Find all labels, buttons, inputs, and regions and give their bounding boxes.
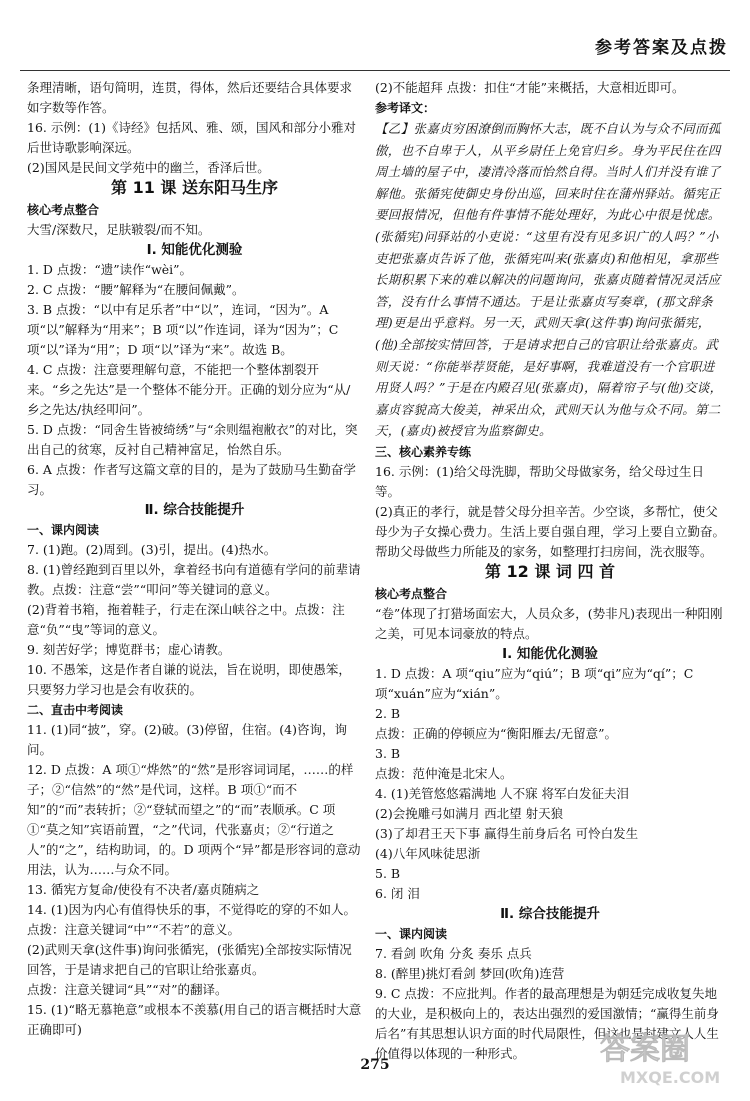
text-line: 条理清晰，语句简明，连贯，得体，然后还要结合具体要求如字数等作答。 [27, 80, 353, 115]
text-line: 点拨：正确的停顿应为“衡阳雁去/无留意”。 [375, 725, 617, 741]
text-line: 8. (醉里)挑灯看剑 梦回(吹角)连营 [375, 965, 565, 981]
text-line: 2. C 点拨：“腰”解释为“在腰间佩戴”。 [27, 282, 245, 297]
text-line: 14. (1)因为内心有值得快乐的事，不觉得吃的穿的不如人。点拨：注意关键词“中”“不若”的意义。 [27, 902, 357, 937]
subheading: 一、课内阅读 [375, 926, 448, 941]
text-line: 6. 闭 泪 [375, 885, 420, 901]
svg-text:答案圈: 答案圈 [600, 1032, 690, 1067]
text-line: (2)会挽雕弓如满月 西北望 射天狼 [375, 805, 564, 821]
text-line: 5. D 点拨：“同舍生皆被绮绣”与“余则缊袍敝衣”的对比，突出自己的贫寒，反衬自己精神富足，怡然自乐。 [27, 422, 358, 457]
subheading: 核心考点整合 [375, 586, 448, 601]
text-line: (4)八年风味徒思浙 [375, 845, 481, 861]
text-line: 12. D 点拨：A 项①“烨然”的“然”是形容词词尾，……的样子；②“信然”的“然”是代词，这样。B 项①“而不知”的“而”表转折；②“登轼而望之”的“而”表顺承。C 项①“莫之知”宾语前置，“之”代词，代张嘉贞；②“行道之人”的“之”，结构助词，的。D 项两个“异”都是形容词的意动用法，认为……与众不同。 [27, 762, 361, 877]
watermark-logo [590, 1021, 740, 1091]
subheading: 二、直击中考阅读 [27, 703, 124, 717]
text-line: 10. 不愚笨，这是作者自谦的说法，旨在说明，即使愚笨，只要努力学习也是会有收获的。 [27, 662, 351, 697]
text-line: 大雪/深数尺，足肤皲裂/而不知。 [27, 222, 211, 237]
text-line: 15. (1)“略无慕艳意”或根本不羡慕(用自己的语言概括时大意正确即可) [27, 1002, 362, 1037]
text-line: (2)国风是民间文学苑中的幽兰，香泽后世。 [27, 160, 270, 175]
page-number: 275 [360, 1057, 390, 1073]
text-line: 11. (1)同“披”，穿。(2)破。(3)停留，住宿。(4)咨询，询问。 [27, 722, 347, 757]
lesson-title: 第 11 课 送东阳马生序 [111, 178, 278, 197]
text-line: 7. 看剑 吹角 分炙 奏乐 点兵 [375, 945, 532, 961]
lesson-title: 第 12 课 词 四 首 [484, 561, 616, 581]
text-line: 点拨：范仲淹是北宋人。 [375, 765, 513, 781]
text-line: 6. A 点拨：作者写这篇文章的目的，是为了鼓励马生勤奋学习。 [27, 462, 356, 497]
section-heading: Ⅱ. 综合技能提升 [500, 905, 600, 922]
text-line: 8. (1)曾经跑到百里以外，拿着经书向有道德有学问的前辈请教。点拨：注意“尝”“叩问”等关键词的意义。 [27, 562, 361, 597]
header-title: 参考答案及点拨 [595, 38, 728, 58]
text-line: 13. 循宪方复命/使役有不决者/嘉贞随病之 [27, 882, 260, 897]
text-line: 9. 刻苦好学；博览群书；虚心请教。 [27, 642, 231, 657]
text-line: 2. B [375, 705, 401, 721]
text-line: 点拨：注意关键词“具”“对”的翻译。 [27, 982, 228, 997]
left-column [27, 78, 362, 1040]
subheading: 一、课内阅读 [27, 523, 100, 537]
text-line: (2)不能超拜 点拨：扣住“才能”来概括，大意相近即可。 [375, 80, 685, 95]
section-heading: Ⅰ. 知能优化测验 [502, 645, 598, 662]
text-line: (2)武则天拿(这件事)询问张循宪，(张循宪)全部按实际情况回答，于是请求把自己的官职让给张嘉贞。 [27, 942, 352, 977]
text-line: 9. C 点拨：不应批判。作者的最高理想是为朝廷完成收复失地的大业，是积极向上的，表达出强烈的爱国激情；“赢得生前身后名”有其思想认识方面的时代局限性，但这也是封建文人人生价值得以体现的一种形式。 [375, 985, 719, 1061]
text-line: 16. 示例：(1)给父母洗脚，帮助父母做家务，给父母过生日等。 [375, 463, 705, 499]
text-line: 1. D 点拨：A 项“qiu”应为“qiú”；B 项“qi”应为“qí”；C 项“xuán”应为“xián”。 [375, 665, 694, 701]
section-heading: Ⅱ. 综合技能提升 [144, 502, 245, 518]
right-column [375, 78, 725, 1064]
text-line: 5. B [375, 865, 401, 881]
subheading: 参考译文： [375, 101, 436, 115]
subheading: 三、核心素养专练 [375, 444, 472, 459]
header-rule [20, 70, 730, 71]
text-line: 7. (1)跑。(2)周到。(3)引，提出。(4)热水。 [27, 542, 277, 557]
text-line: (2)真正的孝行，就是替父母分担辛苦。少空谈，多帮忙，使父母少为子女操心费力。生活上要自强自理，学习上要自立勤奋。帮助父母做些力所能及的家务，如整理打扫房间，洗衣服等。 [375, 503, 726, 559]
text-line: 【乙】张嘉贞穷困潦倒而胸怀大志，既不自认为与众不同而孤傲，也不自卑于人，从平乡尉任上免官归乡。身为平民住在四周土墙的屋子中，凄清冷落而怡然自得。当时人们并没有谁了解他。张循宪使御史身份出巡，回来时住在蒲州驿站。循宪正要回报情况，但他有件事情不能处理好，为此心中很是忧虑。(张循宪)问驿站的小吏说：“这里有没有见多识广的人吗？”小吏把张嘉贞告诉了他，张循宪叫来(张嘉贞)和他相见，拿那些长期积累下来的难以解决的问题询问，张嘉贞随着情况灵活应答，没有什么事情不通达。于是让张嘉贞写奏章，(那文辞条理)更是出乎意料。另一天，武则天拿(这件事)询问张循宪，(他)全部按实情回答，于是请求把自己的官职让给张嘉贞。武则天说：“你能举荐贤能，是好事啊，我难道没有一个官职进用贤人吗？”于是在内殿召见(张嘉贞)，隔着帘子与(他)交谈，嘉贞容貌高大俊美，神采出众，武则天认为他与众不同。第二天，(嘉贞)被授官为监察御史。 [375, 121, 723, 439]
text-line: 3. B 点拨：“以中有足乐者”中“以”，连词，“因为”。A 项“以”解释为“用来”；B 项“以”作连词，译为“因为”；C 项“以”译为“用”；D 项“以”译为“来”。故选 B。 [27, 302, 339, 357]
text-line: 4. (1)羌管悠悠霜满地 人不寐 将军白发征夫泪 [375, 785, 630, 801]
text-line: 1. D 点拨：“遗”读作“wèi”。 [27, 262, 193, 277]
text-line: (2)背着书箱，拖着鞋子，行走在深山峡谷之中。点拨：注意“负”“曳”等词的意义。 [27, 602, 345, 637]
text-line: 4. C 点拨：注意要理解句意，不能把一个整体割裂开来。“乡之先达”是一个整体不能分开。正确的划分应为“从/乡之先达/执经叩问”。 [27, 362, 351, 417]
text-line: “卷”体现了打猎场面宏大，人员众多，(势非凡)表现出一种阳刚之美，可见本词豪放的特点。 [375, 605, 723, 641]
page-header [0, 0, 750, 72]
text-line: (3)了却君王天下事 赢得生前身后名 可怜白发生 [375, 825, 639, 841]
text-line: 3. B [375, 745, 401, 761]
svg-text:MXQE.COM: MXQE.COM [620, 1068, 721, 1087]
subheading: 核心考点整合 [27, 203, 100, 217]
section-heading: Ⅰ. 知能优化测验 [146, 242, 243, 258]
text-line: 16. 示例：(1)《诗经》包括风、雅、颂，国风和部分小雅对后世诗歌影响深远。 [27, 120, 357, 155]
